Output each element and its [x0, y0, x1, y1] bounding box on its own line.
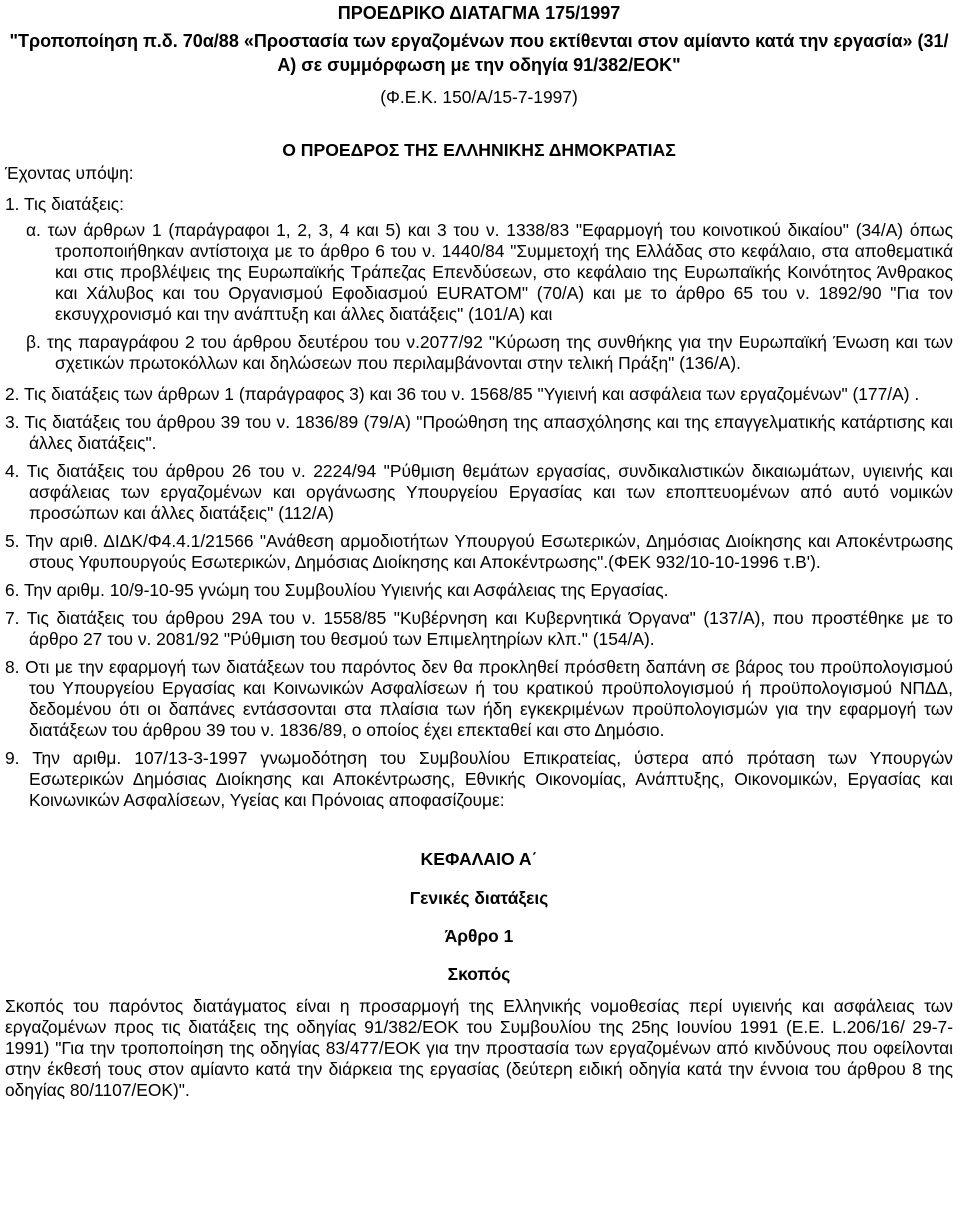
article-text: Σκοπός του παρόντος διατάγματος είναι η προσαρμογή της Ελληνικής νομοθεσίας περί υγιεινής και ασφάλειας των εργαζομένων προς τις διατάξεις της οδηγίας 91/382/ΕΟΚ του Συμβουλίου της 25ης Ιουνίου 1991 (Ε.Ε. L.206/16/ 29-7-1991) "Για την τροποποίηση της οδηγίας 83/477/ΕΟΚ για την προστασία των εργαζομένων από κινδύνους που οφείλονται στην έκθεσή τους στον αμίαντο κατά την διάρκεια της εργασίας (δεύτερη ειδική οδηγία κατά την έννοια του άρθρου 8 της οδηγίας 80/1107/ΕΟΚ)". — [5, 996, 953, 1100]
preamble-item-8: 8. Οτι με την εφαρμογή των διατάξεων του παρόντος δεν θα προκληθεί πρόσθετη δαπάνη σε βάρος του προϋπολογισμού του Υπουργείου Εργασίας και Κοινωνικών Ασφαλίσεων ή του κρατικού προϋπολογισμού ή προϋπολογισμού ΝΠΔΔ, δεδομένου ότι οι δαπάνες εντάσσονται στα πλαίσια των ήδη εγκεκριμένων προϋπολογισμών για την εφαρμογή των διατάξεων του άρθρου 39 του ν. 1836/89, ο οποίος έχει επεκταθεί και στο Δημόσιο. — [5, 657, 953, 740]
document-title: ΠΡΟΕΔΡΙΚΟ ΔΙΑΤΑΓΜΑ 175/1997 — [337, 3, 621, 23]
preamble-item-7: 7. Τις διατάξεις του άρθρου 29Α του ν. 1558/85 "Κυβέρνηση και Κυβερνητικά Όργανα" (137/Α), που προστέθηκε με το άρθρο 27 του ν. 2081/92 "Ρύθμιση του θεσμού των Επιμελητηρίων κλπ." (154/Α). — [5, 608, 953, 649]
president-heading: Ο ΠΡΟΕΔΡΟΣ ΤΗΣ ΕΛΛΗΝΙΚΗΣ ΔΗΜΟΚΡΑΤΙΑΣ — [282, 140, 676, 160]
article-title: Άρθρο 1 — [444, 926, 514, 946]
article-heading: Σκοπός — [447, 964, 511, 984]
preamble-item-6: 6. Την αριθμ. 10/9-10-95 γνώμη του Συμβουλίου Υγιεινής και Ασφάλειας της Εργασίας. — [5, 580, 669, 600]
chapter-subtitle: Γενικές διατάξεις — [409, 888, 549, 908]
preamble-item-2: 2. Τις διατάξεις των άρθρων 1 (παράγραφος 3) και 36 του ν. 1568/85 "Υγιεινή και ασφάλεια των εργαζομένων" (177/Α) . — [5, 384, 920, 404]
preamble-intro: Έχοντας υπόψη: — [5, 163, 134, 183]
preamble-item-1-beta: β. της παραγράφου 2 του άρθρου δευτέρου του ν.2077/92 "Κύρωση της συνθήκης για την Ευρωπαϊκή Ένωση και των σχετικών πρωτοκόλλων και δηλώσεων που περιλαμβάνονται στην τελική Πράξη" (136/Α). — [26, 332, 953, 373]
preamble-item-9: 9. Την αριθμ. 107/13-3-1997 γνωμοδότηση του Συμβουλίου Επικρατείας, ύστερα από πρόταση των Υπουργών Εσωτερικών Δημόσιας Διοίκησης και Αποκέντρωσης, Εθνικής Οικονομίας, Ανάπτυξης, Οικονομικών, Εργασίας και Κοινωνικών Ασφαλίσεων, Υγείας και Πρόνοιας αποφασίζουμε: — [5, 748, 953, 810]
preamble-item-4: 4. Τις διατάξεις του άρθρου 26 του ν. 2224/94 "Ρύθμιση θεμάτων εργασίας, συνδικαλιστικών δικαιωμάτων, υγιεινής και ασφάλειας των εργαζομένων και οργάνωσης Υπουργείου Εργασίας και των εποπτευομένων από αυτό νομικών προσώπων και άλλες διατάξεις" (112/Α) — [5, 461, 953, 523]
preamble-item-1-label: 1. Τις διατάξεις: — [5, 194, 124, 214]
preamble-item-3: 3. Τις διατάξεις του άρθρου 39 του ν. 1836/89 (79/Α) "Προώθηση της απασχόλησης και της επαγγελματικής κατάρτισης και άλλες διατάξεις". — [5, 412, 953, 453]
chapter-title: ΚΕΦΑΛΑΙΟ Α΄ — [420, 849, 538, 869]
preamble-item-5: 5. Την αριθ. ΔΙΔΚ/Φ4.4.1/21566 "Ανάθεση αρμοδιοτήτων Υπουργού Εσωτερικών, Δημόσιας Διοίκησης και Αποκέντρωσης στους Υφυπουργούς Εσωτερικών, Δημόσιας Διοίκησης και Αποκέντρωσης".(ΦΕΚ 932/10-10-1996 τ.Β'). — [5, 531, 953, 572]
document-subtitle: "Τροποποίηση π.δ. 70α/88 «Προστασία των εργαζομένων που εκτίθενται στον αμίαντο κατά την εργασία» (31/Α) σε συμμόρφωση με την οδηγία 91/382/ΕΟΚ" — [9, 31, 949, 75]
preamble-item-1-alpha: α. των άρθρων 1 (παράγραφοι 1, 2, 3, 4 και 5) και 3 του ν. 1338/83 "Εφαρμογή του κοινοτικού δικαίου" (34/Α) όπως τροποποιήθηκαν αντίστοιχα με το άρθρο 6 του ν. 1440/84 "Συμμετοχή της Ελλάδας στο κεφάλαιο, στα αποθεματικά και στις προβλέψεις της Ευρωπαϊκής Τράπεζας Επενδύσεων, στο κεφάλαιο της Ευρωπαϊκής Κοινότητος Άνθρακος και Χάλυβος και του Οργανισμού Εφοδιασμού EURATOM" (70/Α) και με το άρθρο 65 του ν. 1892/90 "Για τον εκσυγχρονισμό και την ανάπτυξη και άλλες διατάξεις" (101/Α) και — [26, 220, 953, 324]
fek-reference: (Φ.Ε.Κ. 150/Α/15-7-1997) — [380, 87, 578, 107]
